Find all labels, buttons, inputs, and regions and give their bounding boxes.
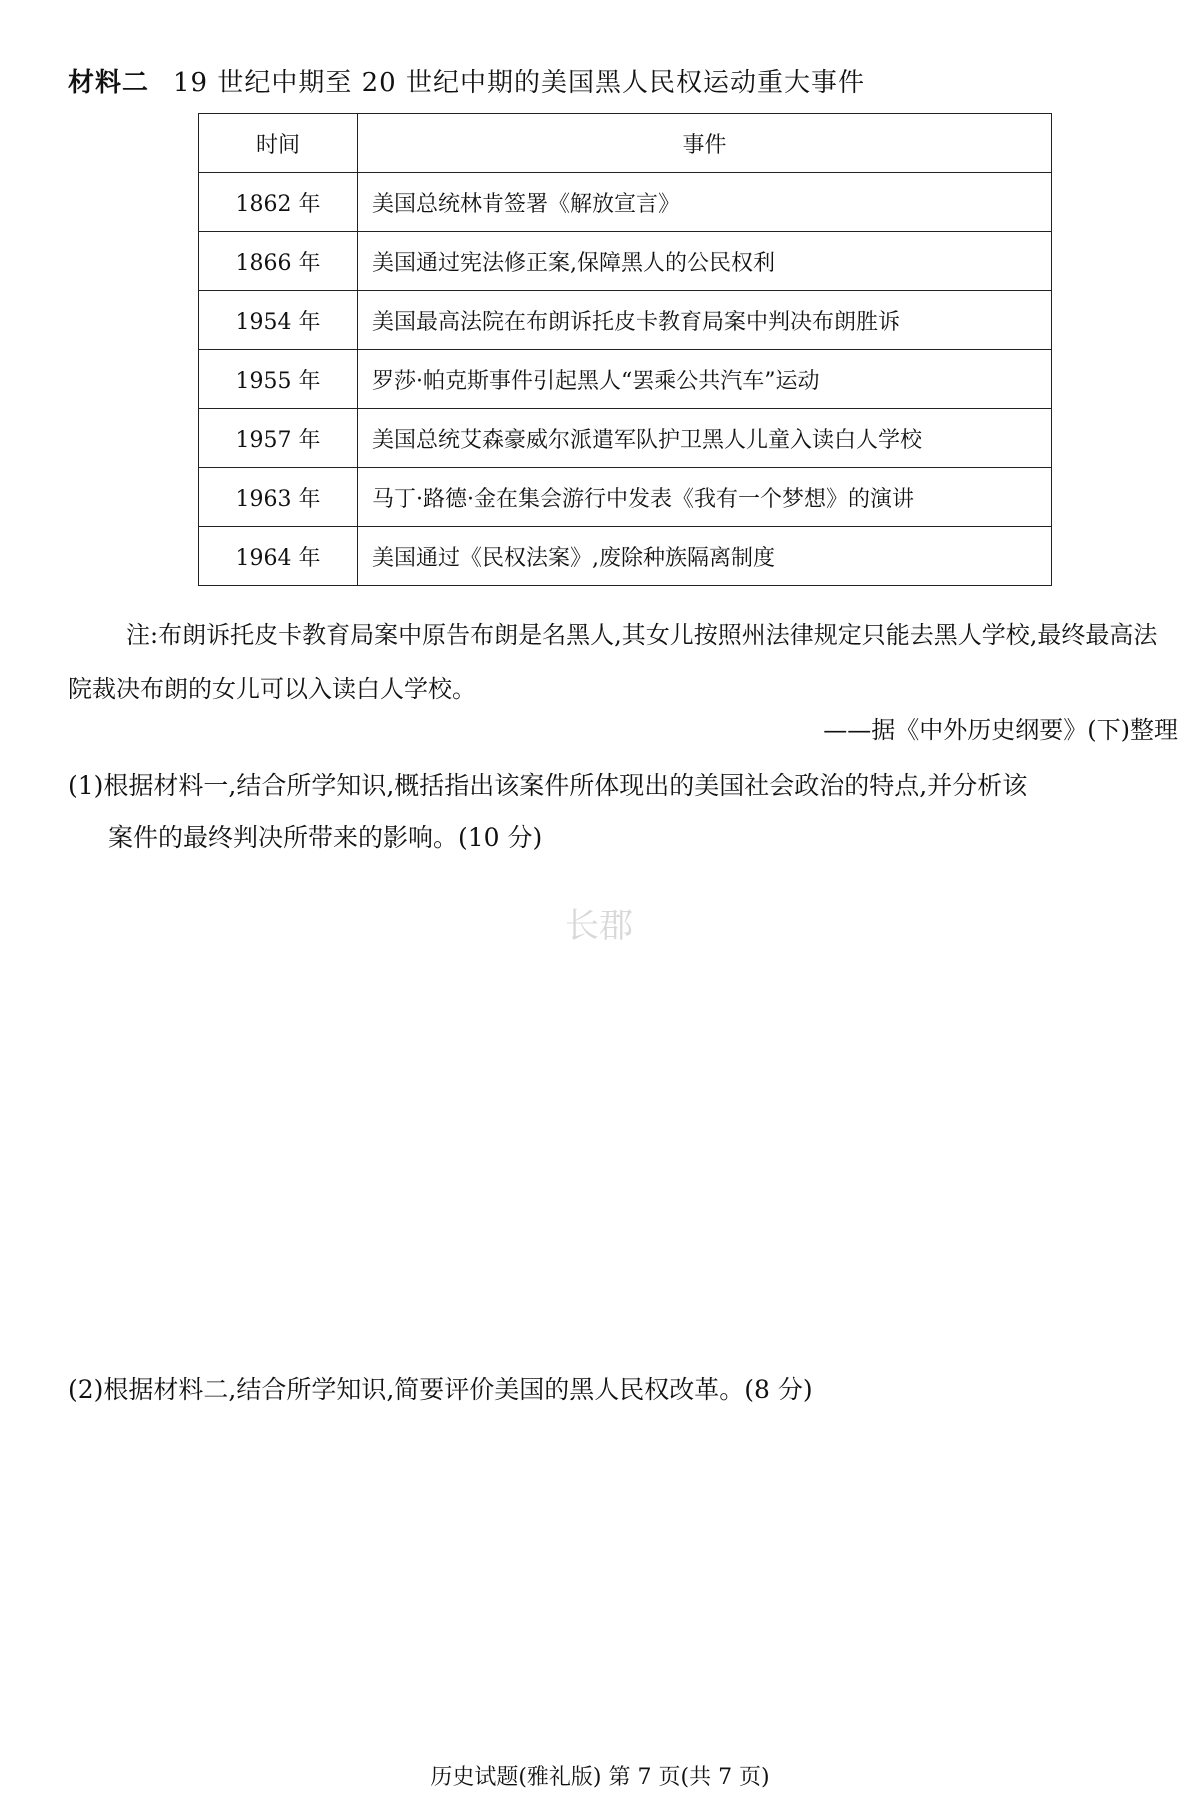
- header-time: 时间: [199, 114, 358, 173]
- material-label: 材料二: [68, 68, 150, 98]
- material-title: 19 世纪中期至 20 世纪中期的美国黑人民权运动重大事件: [173, 68, 865, 98]
- table-row: [199, 173, 1052, 232]
- table-row: [199, 409, 1052, 468]
- table-note: 注:布朗诉托皮卡教育局案中原告布朗是名黑人,其女儿按照州法律规定只能去黑人学校,最终最高法院裁决布朗的女儿可以入读白人学校。: [68, 621, 1158, 703]
- row-time: 1957 年: [199, 409, 358, 468]
- header-event: 事件: [358, 114, 1052, 173]
- table-header-row: [199, 114, 1052, 173]
- row-time: 1866 年: [199, 232, 358, 291]
- row-time: 1862 年: [199, 173, 358, 232]
- table-row: [199, 232, 1052, 291]
- material-heading: [68, 62, 865, 99]
- row-event: 美国通过宪法修正案,保障黑人的公民权利: [358, 232, 1052, 291]
- question-2: (2)根据材料二,结合所学知识,简要评价美国的黑人民权改革。(8 分): [68, 1375, 813, 1404]
- row-event: 美国通过《民权法案》,废除种族隔离制度: [358, 527, 1052, 586]
- row-event: 美国总统艾森豪威尔派遣军队护卫黑人儿童入读白人学校: [358, 409, 1052, 468]
- row-event: 美国总统林肯签署《解放宣言》: [358, 173, 1052, 232]
- row-time: 1964 年: [199, 527, 358, 586]
- row-time: 1963 年: [199, 468, 358, 527]
- table-row: [199, 350, 1052, 409]
- events-table: [198, 113, 1052, 586]
- page-footer: 历史试题(雅礼版) 第 7 页(共 7 页): [430, 1765, 770, 1790]
- watermark: 长郡: [565, 906, 633, 946]
- question-1: [68, 760, 1178, 864]
- row-time: 1955 年: [199, 350, 358, 409]
- row-time: 1954 年: [199, 291, 358, 350]
- table-row: [199, 527, 1052, 586]
- row-event: 马丁·路德·金在集会游行中发表《我有一个梦想》的演讲: [358, 468, 1052, 527]
- row-event: 罗莎·帕克斯事件引起黑人“罢乘公共汽车”运动: [358, 350, 1052, 409]
- row-event: 美国最高法院在布朗诉托皮卡教育局案中判决布朗胜诉: [358, 291, 1052, 350]
- table-row: [199, 291, 1052, 350]
- source-citation: ——据《中外历史纲要》(下)整理: [823, 716, 1178, 744]
- question-1-line-1: (1)根据材料一,结合所学知识,概括指出该案件所体现出的美国社会政治的特点,并分析该: [68, 771, 1028, 800]
- table-row: [199, 468, 1052, 527]
- question-1-line-2: 案件的最终判决所带来的影响。(10 分): [108, 823, 543, 852]
